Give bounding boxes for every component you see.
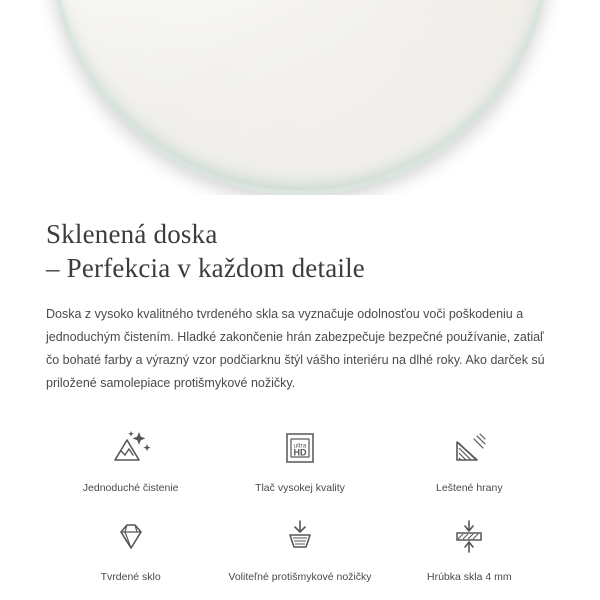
feature-label: Tlač vysokej kvality [255,482,345,494]
feature-item [46,425,215,496]
diamond-tempered-glass-icon [108,514,154,560]
polished-edges-icon [446,425,492,471]
feature-item [215,425,384,496]
headline-line-2: – Perfekcia v každom detaile [46,253,365,283]
feature-item [215,514,384,585]
feature-label: Tvrdené sklo [100,571,161,583]
feature-item [385,425,554,496]
feature-label: Hrúbka skla 4 mm [427,571,512,583]
headline-line-1: Sklenená doska [46,219,218,249]
page-title [46,217,554,285]
svg-text:HD: HD [293,447,307,458]
feature-item [385,514,554,585]
thickness-arrows-icon [446,514,492,560]
anti-slip-feet-icon [277,514,323,560]
content-area [0,217,600,585]
feature-label: Leštené hrany [436,482,503,494]
hero-image [0,0,600,195]
feature-grid [46,425,554,585]
feature-label: Jednoduché čistenie [82,482,179,494]
ultra-hd-print-icon [277,425,323,471]
sparkle-cleaning-icon [108,425,154,471]
description-text: Doska z vysoko kvalitného tvrdeného skla sa vyznačuje odolnosťou voči poškodeniu a jednoduchým čistením. Hladké zakončenie hrán zabezpečuje bezpečné používanie, zatiaľ čo bohaté farby a výrazný vzor podčiarknu štýl vášho interiéru na dlhé roky. Ako darček sú priložené samolepiace protišmykové nožičky. [46,307,545,390]
product-description [46,303,554,395]
feature-label: Voliteľné protišmykové nožičky [228,571,372,583]
svg-text:ultra: ultra [293,442,307,450]
glass-board-image [50,0,550,195]
glass-edge [55,0,545,190]
feature-item [46,514,215,585]
